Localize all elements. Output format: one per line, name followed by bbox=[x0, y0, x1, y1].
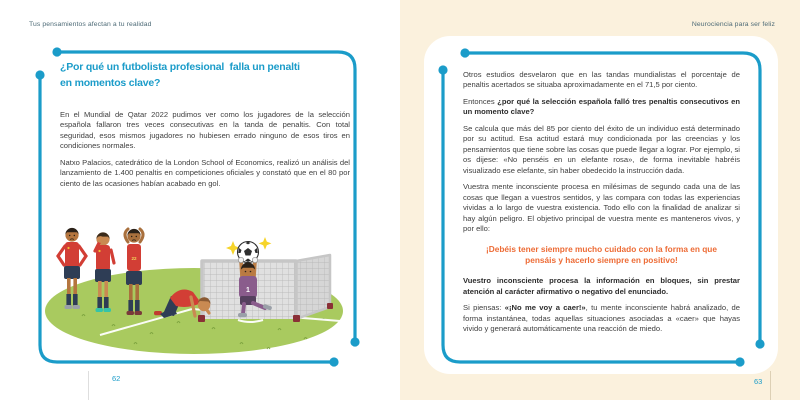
page-title bbox=[60, 60, 356, 92]
player-leg bbox=[135, 284, 139, 302]
player-leg bbox=[73, 278, 77, 296]
player-eye bbox=[74, 235, 75, 236]
border-dot bbox=[35, 70, 44, 79]
paragraph bbox=[463, 303, 740, 334]
jersey-crest bbox=[98, 250, 100, 252]
paragraph-plain: , tu mente inconsciente habrá analizado, de forma instantánea, todas aquellas situaciones asociadas a «caer» que hayas vivido y generará automáticamente una reacción de miedo. bbox=[463, 303, 740, 333]
player-boot bbox=[65, 305, 73, 309]
player-boot bbox=[104, 308, 112, 312]
goalkeeper-glove bbox=[252, 257, 257, 262]
paragraph: Otros estudios desvelaron que en las tandas mundialistas el porcentaje de penaltis acertados se situaba aproximadamente en el 71,5 por ciento. bbox=[463, 70, 740, 90]
player-hand-on-face bbox=[97, 236, 104, 243]
player-jersey bbox=[65, 242, 79, 268]
player-boot bbox=[127, 311, 135, 315]
paragraph: Vuestra mente inconsciente procesa en milésimas de segundo cada una de las cosas que llegan a vuestros sentidos, y las compara con todas las experiencias vividas a lo largo de vuestra existencia. Todo ello con la finalidad de analizar si hay algún peligro. El objetivo principal de vuestra mente es manteneros vivos, y por ello: bbox=[463, 182, 740, 234]
goalkeeper-jersey-number: 1 bbox=[246, 287, 250, 294]
left-copy bbox=[60, 110, 350, 195]
goal-post-base bbox=[327, 303, 333, 309]
player-boot bbox=[135, 311, 143, 315]
paragraph-plain: Si piensas: bbox=[463, 303, 505, 313]
paragraph-plain: Entonces bbox=[463, 96, 498, 106]
goalkeeper-eye bbox=[250, 271, 252, 273]
player-arm bbox=[79, 246, 86, 265]
goalkeeper-leg bbox=[243, 304, 244, 314]
player-jersey bbox=[96, 245, 110, 271]
player-sock bbox=[97, 297, 102, 309]
player-leg bbox=[98, 281, 102, 299]
paragraph-bold: ¿por qué la selección española falló tres penaltis consecutivos en un momento clave? bbox=[463, 96, 740, 117]
paragraph: Natxo Palacios, catedrático de la London School of Economics, realizó un análisis del lanzamiento de 1.400 penaltis en competiciones oficiales y constató que en el 80 por ciento de las ocasiones habían acabado en gol. bbox=[60, 157, 350, 188]
page-edge-mark bbox=[88, 371, 89, 400]
jersey-crest bbox=[67, 247, 69, 249]
paragraph-bold: Vuestro inconsciente procesa la información en bloques, sin prestar atención al carácter afirmativo o negativo del enunciado. bbox=[463, 276, 740, 296]
player-boot bbox=[96, 308, 104, 312]
border-dot bbox=[329, 357, 338, 366]
player-arm bbox=[58, 246, 65, 265]
running-head-right: Neurociencia para ser feliz bbox=[691, 21, 775, 28]
player-sock bbox=[104, 297, 109, 309]
highlight-callout: ¡Debéis tener siempre mucho cuidado con la forma en que pensáis y hacerlo siempre en positivo! bbox=[486, 243, 717, 266]
player-sock bbox=[128, 300, 133, 312]
player-boot bbox=[73, 305, 81, 309]
player-shorts bbox=[64, 266, 80, 279]
right-copy bbox=[463, 70, 740, 340]
player-sock bbox=[66, 294, 71, 306]
right-page bbox=[400, 0, 800, 400]
goal-post-base bbox=[293, 315, 300, 322]
paragraph bbox=[463, 97, 740, 118]
goalkeeper-glove bbox=[238, 257, 243, 262]
running-head-left: Tus pensamientos afectan a tu realidad bbox=[29, 21, 152, 28]
goalkeeper-eye bbox=[245, 271, 247, 273]
paragraph: Se calcula que más del 85 por ciento del éxito de un individuo está determinado por su actitud. Esa actitud estará muy condicionada por las creencias y los pensamientos que tiene sobre las cosas que puede llegar a lograr. Por ejemplo, si os dijese: «No penséis en un elefante rosa», de forma inevitable habréis visualizado ese elefante, sin haber obedecido la instrucción dada. bbox=[463, 123, 740, 175]
player-eye bbox=[131, 236, 132, 237]
page-number-left: 62 bbox=[112, 374, 121, 383]
player-shorts bbox=[126, 271, 142, 285]
goal bbox=[198, 255, 333, 322]
goal-post-base bbox=[198, 315, 205, 322]
page-edge-mark bbox=[770, 371, 771, 400]
player-sock bbox=[73, 294, 78, 306]
border-dot bbox=[350, 337, 359, 346]
player-eye bbox=[69, 235, 70, 236]
page-number-right: 63 bbox=[754, 377, 763, 386]
paragraph: En el Mundial de Qatar 2022 pudimos ver como los jugadores de la selección española fallaron tres veces consecutivas en la tanda de penaltis. Con total seguridad, esos mismos jugadores no hubiesen errado ninguno de esos tiros en condiciones normales. bbox=[60, 110, 350, 151]
player-sock bbox=[135, 300, 140, 312]
player-arm bbox=[111, 250, 114, 263]
player-leg bbox=[67, 278, 71, 296]
player-jersey-number: 22 bbox=[131, 256, 137, 261]
page-title-line1: ¿Por qué un futbolista profesional falla un penalti bbox=[60, 61, 300, 73]
paragraph-bold: «¡No me voy a caer!» bbox=[504, 303, 586, 313]
spark-star-icon bbox=[259, 237, 272, 250]
player-leg bbox=[129, 284, 133, 302]
border-dot bbox=[52, 47, 61, 56]
goalkeeper-boot bbox=[238, 313, 247, 317]
player-eye bbox=[136, 236, 137, 237]
penalty-miss-illustration bbox=[42, 208, 348, 358]
player-leg bbox=[104, 281, 108, 299]
player-shorts bbox=[95, 269, 111, 282]
page-title-line2: en momentos clave? bbox=[60, 76, 161, 89]
